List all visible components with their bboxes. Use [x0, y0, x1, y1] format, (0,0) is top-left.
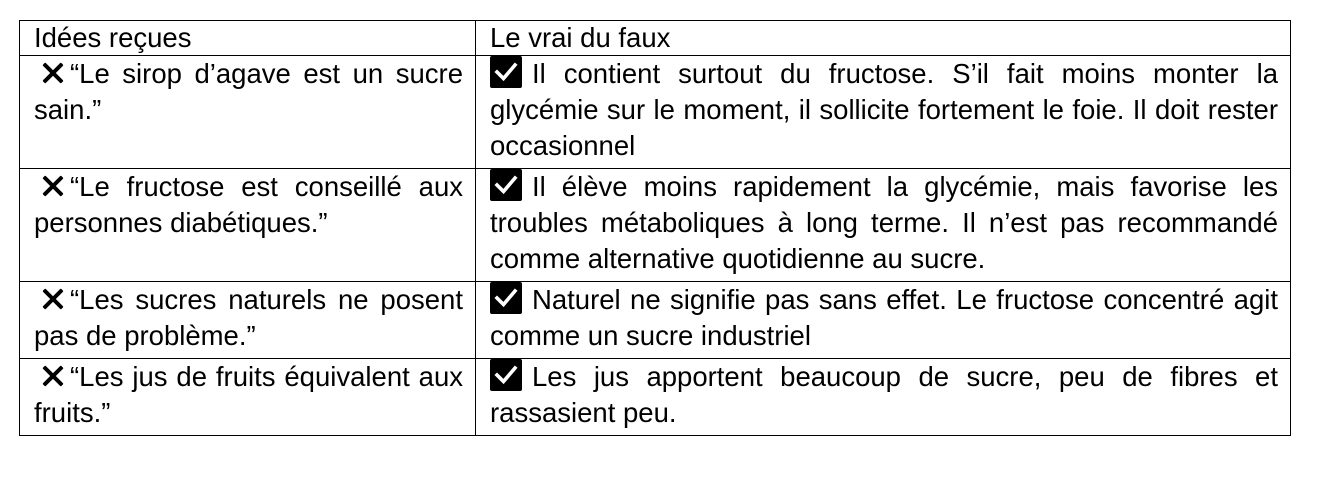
truth-cell: [476, 169, 1291, 282]
truth-cell: [476, 282, 1291, 359]
cross-mark-icon: [42, 288, 64, 310]
cross-mark-icon: [42, 365, 64, 387]
cross-mark-icon: [42, 62, 64, 84]
myth-text: “Les jus de fruits équivalent aux fruits.”: [34, 361, 463, 428]
header-myths: Idées reçues: [20, 21, 476, 56]
truth-text: Il contient surtout du fructose. S’il fait moins monter la glycémie sur le moment, il sollicite fortement le foie. Il doit rester occasionnel: [490, 58, 1278, 161]
myth-text: “Le fructose est conseillé aux personnes diabétiques.”: [34, 171, 463, 238]
check-box-icon: [490, 359, 522, 391]
myth-cell: [20, 169, 476, 282]
myth-text: “Les sucres naturels ne posent pas de problème.”: [34, 284, 463, 351]
table-row: [20, 169, 1291, 282]
myth-text: “Le sirop d’agave est un sucre sain.”: [34, 58, 463, 125]
check-box-icon: [490, 282, 522, 314]
cross-mark-icon: [42, 175, 64, 197]
truth-text: Naturel ne signifie pas sans effet. Le fructose concentré agit comme un sucre industriel: [490, 284, 1278, 351]
table-row: [20, 359, 1291, 436]
myth-cell: [20, 359, 476, 436]
myth-cell: [20, 56, 476, 169]
truth-text: Les jus apportent beaucoup de sucre, peu de fibres et rassasient peu.: [490, 361, 1278, 428]
truth-cell: [476, 359, 1291, 436]
truth-text: Il élève moins rapidement la glycémie, mais favorise les troubles métaboliques à long terme. Il n’est pas recommandé comme alternative quotidienne au sucre.: [490, 171, 1278, 274]
truth-cell: [476, 56, 1291, 169]
myths-facts-table: [19, 20, 1291, 436]
table-row: [20, 56, 1291, 169]
check-box-icon: [490, 169, 522, 201]
header-truth: Le vrai du faux: [476, 21, 1291, 56]
myth-cell: [20, 282, 476, 359]
table-row: [20, 282, 1291, 359]
table-header-row: [20, 21, 1291, 56]
check-box-icon: [490, 56, 522, 88]
